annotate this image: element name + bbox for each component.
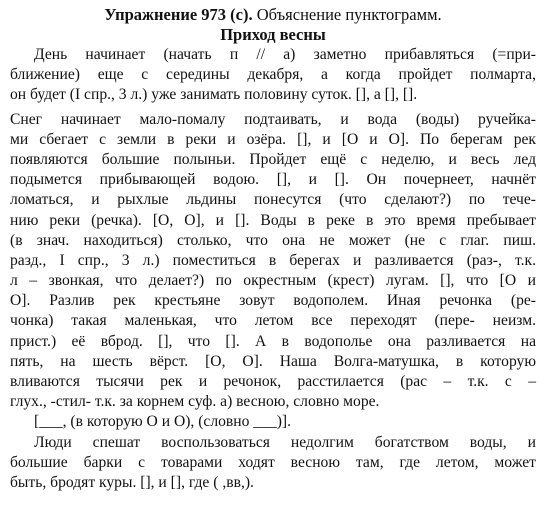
text-line: чонка) такая маленькая, что летом все переходят (пере- неизм. [10, 312, 536, 330]
paragraph-2 [10, 110, 536, 413]
text-line: ближение) еще с середины декабря, а когда пройдет полмарта, [10, 66, 536, 84]
text-line: глух., -стил- т.к. за корнем суф. а) весною, словно море. [10, 393, 380, 411]
text-line: вливаются тысячи рек и речонок, расстилается (рас – т.к. с – [10, 373, 536, 390]
text-line: прист.) её вброд. [], что []. А в водополье она разливается на [10, 332, 536, 350]
text-line: разд., I спр., 3 л.) поместиться в берегах и разливается (раз-, т.к. [10, 251, 536, 269]
text-line: быть, бродят куры. [], и [], где ( ,вв,). [10, 473, 254, 491]
text-line: День начинает (начать п // а) заметно прибавляться (=при- [34, 46, 536, 63]
exercise-label: Упражнение 973 (с). [104, 5, 253, 24]
exercise-description: Объяснение пунктограмм. [256, 5, 442, 24]
text-line: О]. Разлив рек крестьяне зовут водополем. Иная речонка (ре- [10, 292, 536, 310]
text-line: появляются большие полыньи. Пройдет ещё с неделю, и весь лед [10, 150, 536, 168]
text-line: л – звонкая, что делает?) по окрестным (крест) лугам. [], что [О и [10, 272, 536, 290]
text-line: пять, на шесть вёрст. [О, О]. Наша Волга-матушка, в которую [10, 352, 536, 370]
text-line: Снег начинает мало-помалу подтаивать, и вода (воды) ручейка- [10, 110, 536, 128]
exercise-heading [10, 4, 536, 25]
text-line: (в знач. находиться) столько, что она не может (не с глаг. пиш. [10, 231, 536, 249]
paragraph-3 [10, 433, 536, 494]
text-line: он будет (I спр., 3 л.) уже занимать половину суток. [], а [], []. [10, 86, 418, 104]
paragraph-1 [10, 45, 536, 106]
punctuation-scheme: [___, (в которую О и О), (словно ___)]. [34, 413, 291, 431]
text-line: большие барки с товарами ходят весною там, где летом, может [10, 453, 536, 471]
text-line: подымется прибывающей водою. [], и []. Он почернеет, начнёт [10, 171, 536, 189]
text-title: Приход весны [220, 25, 326, 44]
text-line: ми сбегает с земли в реки и озёра. [], и [О и О]. По берегам рек [10, 130, 536, 148]
text-line: ломаться, и рыхлые льдины понесутся (что сделают?) по тече- [10, 191, 536, 209]
text-line: нию реки (речка). [О, О], и []. Воды в реке в это время пребывает [10, 211, 536, 229]
text-line: Люди спешат воспользоваться недолгим богатством воды, и [34, 433, 536, 451]
